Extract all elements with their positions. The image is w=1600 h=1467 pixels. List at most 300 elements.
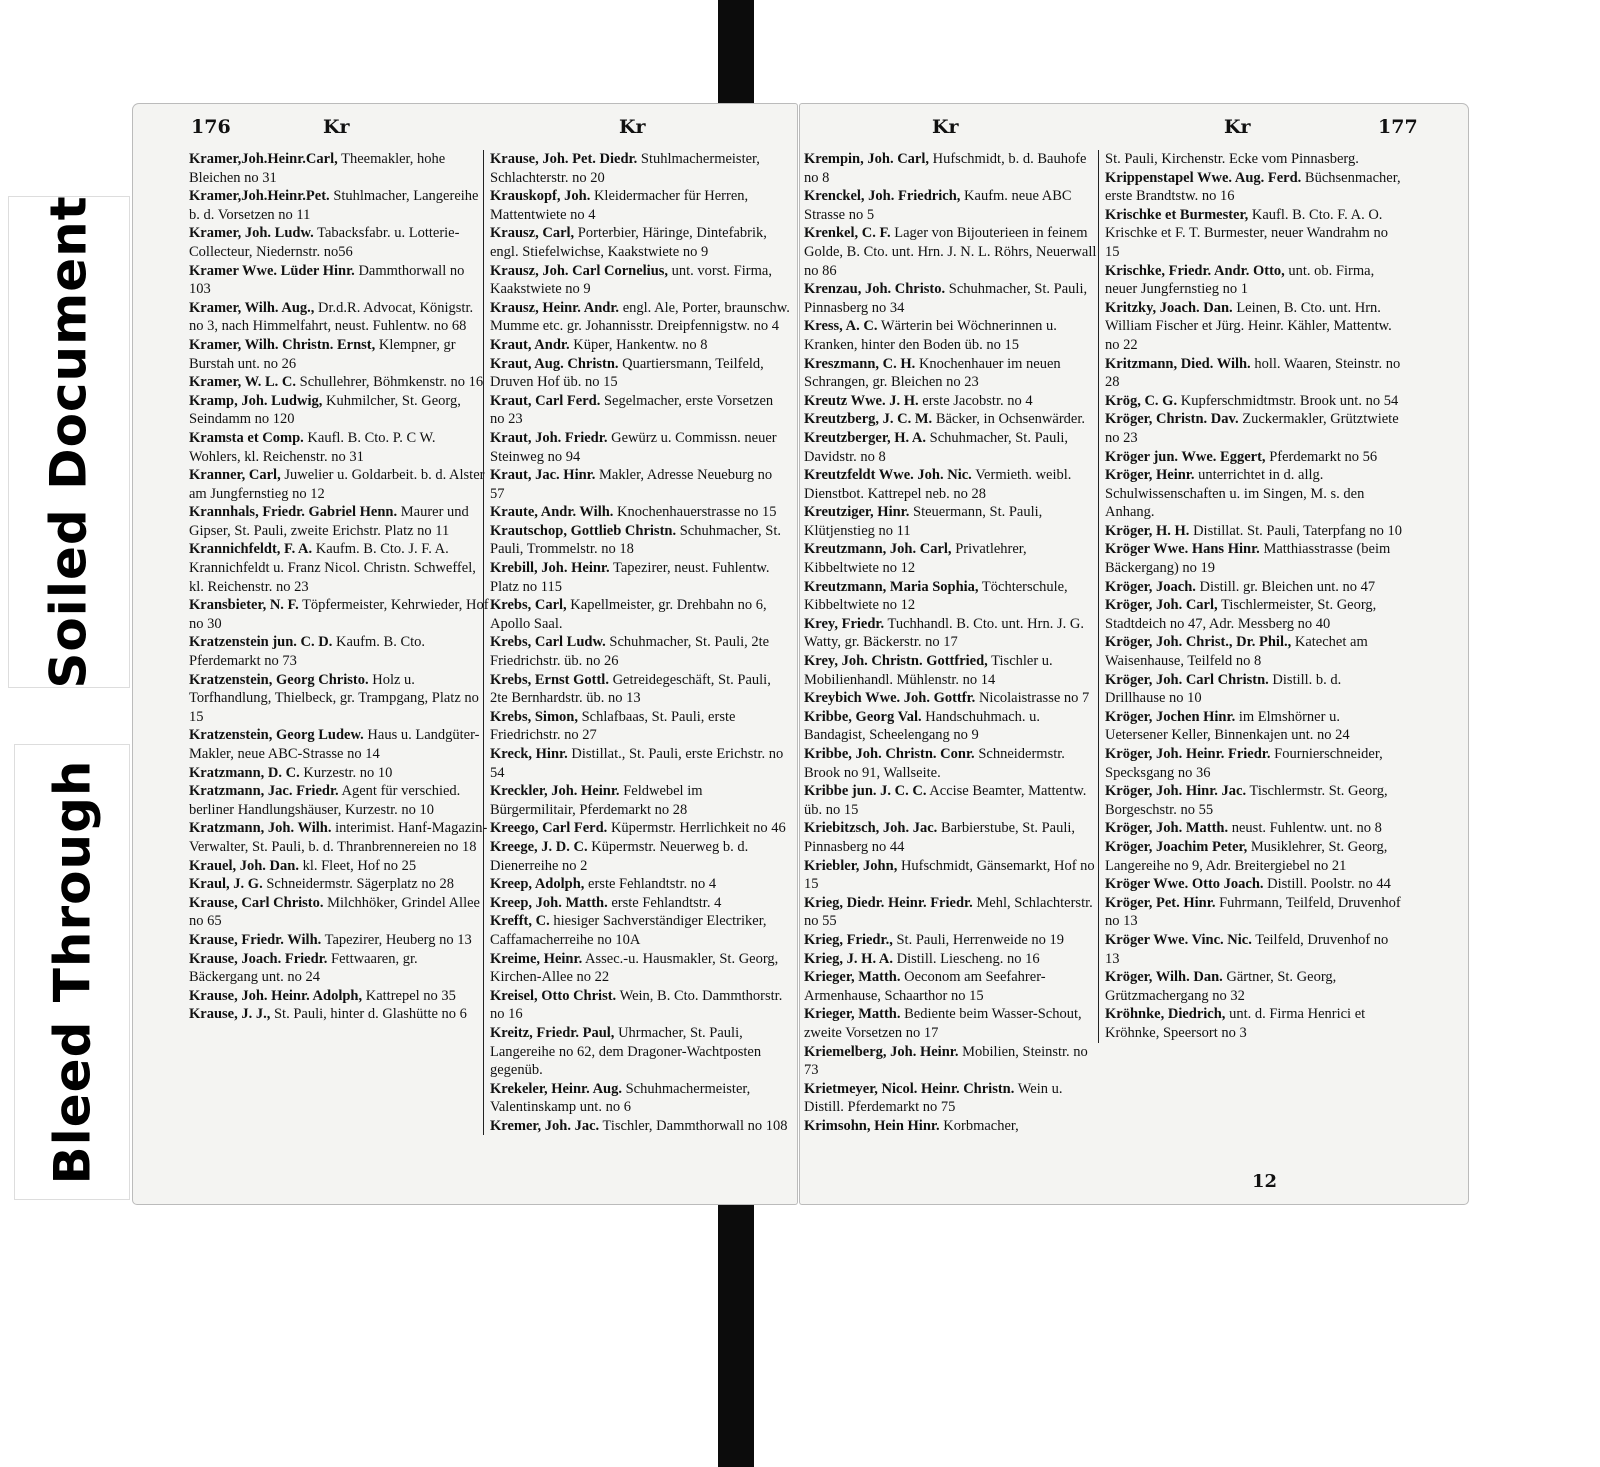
- entry-name: Kröger, Heinr.: [1105, 467, 1195, 484]
- entry-detail: Getreidegeschäft, St. Pauli, 2te Bernhardstr. üb. no 13: [490, 671, 771, 707]
- entry-name: Krischke et Burmester,: [1105, 206, 1249, 223]
- directory-entry: [1105, 838, 1405, 875]
- entry-name: Kröger, Joh. Carl,: [1105, 597, 1218, 614]
- entry-detail: Schneidermstr. Brook no 91, Wallseite.: [804, 746, 1065, 781]
- directory-entry: [1105, 466, 1405, 522]
- entry-detail: Dr.d.R. Advocat, Königstr. no 3, nach Himmelfahrt, neust. Fuhlentw. no 68: [189, 299, 474, 335]
- directory-entry: [189, 1005, 489, 1024]
- entry-name: Kribbe, Joh. Christn. Conr.: [804, 746, 975, 762]
- entry-detail: Privatlehrer, Kibbeltwiete no 12: [804, 541, 1027, 577]
- directory-entry: [804, 968, 1104, 1005]
- directory-entry: [490, 262, 790, 299]
- entry-name: Kratzenstein, Georg Christo.: [189, 671, 369, 688]
- entry-detail: Distillat., St. Pauli, erste Erichstr. no 54: [490, 746, 784, 781]
- left-page-header: [133, 116, 797, 146]
- entry-detail: erste Fehlandtstr. no 4: [588, 876, 717, 893]
- directory-entry: [189, 466, 489, 503]
- directory-entry: [804, 187, 1104, 224]
- directory-entry: [1105, 169, 1405, 206]
- entry-detail: Makler, Adresse Neueburg no 57: [490, 467, 773, 502]
- directory-entry: [804, 931, 1104, 950]
- directory-entry: [1105, 894, 1405, 931]
- directory-entry: [1105, 150, 1405, 169]
- directory-entry: [189, 819, 489, 856]
- entry-name: Kritzky, Joach. Dan.: [1105, 299, 1233, 316]
- entry-detail: Hufschmidt, b. d. Bauhofe no 8: [804, 151, 1087, 186]
- entry-detail: Kaufm. B. Cto. J. F. A. Krannichfeldt u. Franz Nicol. Christn. Schweffel, kl. Reichenstr. no 23: [189, 541, 476, 595]
- entry-name: Kramer, Wilh. Aug.,: [189, 299, 315, 316]
- entry-name: Krause, Carl Christo.: [189, 894, 324, 911]
- directory-entry: [1105, 819, 1405, 838]
- entry-detail: Schullehrer, Böhmkenstr. no 16: [299, 374, 484, 391]
- directory-entry: [804, 280, 1104, 317]
- entry-detail: kl. Fleet, Hof no 25: [302, 857, 417, 874]
- entry-detail: Porterbier, Häringe, Dintefabrik, engl. Stiefelwichse, Kaakstwiete no 9: [490, 225, 767, 260]
- entry-detail: Distill. b. d. Drillhause no 10: [1105, 671, 1342, 707]
- directory-entry: [490, 1024, 790, 1080]
- entry-detail: Bediente beim Wasser-Schout, zweite Vorsetzen no 17: [804, 1006, 1082, 1041]
- entry-name: Krause, Joach. Friedr.: [189, 950, 328, 967]
- directory-entry: [490, 894, 790, 913]
- directory-column: [1098, 150, 1405, 1043]
- entry-name: Kreck, Hinr.: [490, 746, 568, 762]
- entry-detail: Hufschmidt, Gänsemarkt, Hof no 15: [804, 857, 1095, 893]
- entry-detail: Knochenhauer im neuen Schrangen, gr. Bleichen no 23: [804, 355, 1061, 391]
- entry-name: Kritzmann, Died. Wilh.: [1105, 355, 1251, 372]
- directory-entry: [1105, 522, 1405, 541]
- directory-entry: [490, 912, 790, 949]
- directory-entry: [189, 950, 489, 987]
- entry-detail: Gewürz u. Commissn. neuer Steinweg no 94: [490, 429, 777, 465]
- directory-entry: [804, 355, 1104, 392]
- entry-detail: holl. Waaren, Steinstr. no 28: [1105, 355, 1401, 391]
- directory-entry: [490, 429, 790, 466]
- entry-detail: Distill. Poolstr. no 44: [1267, 876, 1391, 893]
- entry-detail: Nicolaistrasse no 7: [978, 690, 1090, 707]
- directory-entry: [804, 392, 1104, 411]
- entry-name: Kröhnke, Diedrich,: [1105, 1006, 1226, 1023]
- entry-name: Krischke, Friedr. Andr. Otto,: [1105, 262, 1285, 279]
- entry-detail: Holz u. Torfhandlung, Thielbeck, gr. Trampgang, Platz no 15: [189, 671, 479, 725]
- entry-name: Krög, C. G.: [1105, 392, 1178, 409]
- directory-entry: [804, 894, 1104, 931]
- entry-name: Kröger, Joach.: [1105, 578, 1196, 595]
- directory-entry: [189, 633, 489, 670]
- entry-name: Kröger Wwe. Vinc. Nic.: [1105, 931, 1252, 948]
- entry-name: Kriebitzsch, Joh. Jac.: [804, 820, 938, 837]
- directory-entry: [1105, 540, 1405, 577]
- entry-name: Kratzmann, D. C.: [189, 764, 300, 781]
- directory-entry: [804, 615, 1104, 652]
- directory-entry: [189, 764, 489, 783]
- entry-name: Kriemelberg, Joh. Heinr.: [804, 1043, 959, 1060]
- directory-entry: [490, 1080, 790, 1117]
- entry-name: Kramer, W. L. C.: [189, 374, 297, 391]
- entry-detail: Kurzestr. no 10: [303, 764, 393, 781]
- left-page: [133, 104, 797, 1204]
- directory-entry: [490, 596, 790, 633]
- entry-name: Kreybich Wwe. Joh. Gottfr.: [804, 690, 976, 707]
- entry-detail: Distill. gr. Bleichen unt. no 47: [1199, 578, 1376, 595]
- directory-entry: [1105, 745, 1405, 782]
- entry-name: Krefft, C.: [490, 913, 550, 930]
- entry-name: Kraut, Aug. Christn.: [490, 355, 619, 372]
- entry-name: Krimsohn, Hein Hinr.: [804, 1117, 940, 1134]
- entry-detail: Wein, B. Cto. Dammthorstr. no 16: [490, 987, 783, 1023]
- entry-name: Kramsta et Comp.: [189, 429, 304, 446]
- entry-detail: Schuhmacher, St. Pauli, Davidstr. no 8: [804, 429, 1069, 465]
- entry-detail: Schuhmacher, St. Pauli, Pinnasberg no 34: [804, 281, 1088, 316]
- entry-detail: engl. Ale, Porter, braunschw. Mumme etc. gr. Johannisstr. Dreipfennigstw. no 4: [490, 299, 790, 335]
- entry-detail: Mobilien, Steinstr. no 73: [804, 1043, 1088, 1079]
- entry-detail: Küper, Hankentw. no 8: [573, 336, 708, 353]
- entry-name: Kröger, Joh. Heinr. Friedr.: [1105, 746, 1271, 762]
- entry-name: Krause, Joh. Pet. Diedr.: [490, 151, 638, 167]
- entry-detail: Agent für verschied. berliner Handlungshäuser, Kurzestr. no 10: [189, 783, 461, 818]
- entry-name: Kratzmann, Jac. Friedr.: [189, 783, 339, 800]
- directory-entry: [490, 355, 790, 392]
- directory-entry: [490, 950, 790, 987]
- entry-name: Krey, Friedr.: [804, 615, 885, 632]
- directory-entry: [189, 894, 489, 931]
- entry-detail: erste Fehlandtstr. 4: [611, 894, 722, 911]
- directory-entry: [1105, 392, 1405, 411]
- entry-detail: neust. Fuhlentw. unt. no 8: [1231, 820, 1382, 837]
- entry-detail: Segelmacher, erste Vorsetzen no 23: [490, 392, 774, 428]
- entry-name: Krauskopf, Joh.: [490, 188, 591, 205]
- entry-name: Kreep, Joh. Matth.: [490, 894, 608, 911]
- entry-name: Krauel, Joh. Dan.: [189, 857, 299, 874]
- soiled-document-text: Soiled Document: [40, 195, 99, 689]
- entry-detail: Handschuhmach. u. Bandagist, Scheelengang no 9: [804, 708, 1041, 744]
- entry-detail: unt. vorst. Firma, Kaakstwiete no 9: [490, 262, 772, 298]
- directory-entry: [189, 875, 489, 894]
- entry-detail: erste Jacobstr. no 4: [922, 392, 1033, 409]
- entry-detail: Tuchhandl. B. Cto. unt. Hrn. J. G. Watty, gr. Bäckerstr. no 17: [804, 615, 1084, 651]
- entry-detail: Kaufm. B. Cto. Pferdemarkt no 73: [189, 634, 426, 670]
- entry-name: Kröger Wwe. Otto Joach.: [1105, 876, 1264, 893]
- directory-entry: [804, 1005, 1104, 1042]
- entry-name: Kraut, Carl Ferd.: [490, 392, 601, 409]
- entry-name: Krannhals, Friedr. Gabriel Henn.: [189, 504, 398, 521]
- entry-detail: St. Pauli, Kirchenstr. Ecke vom Pinnasberg.: [1105, 151, 1359, 167]
- directory-entry: [804, 150, 1104, 187]
- directory-entry: [189, 150, 489, 187]
- entry-detail: Gärtner, St. Georg, Grützmachergang no 32: [1105, 969, 1337, 1004]
- directory-entry: [804, 1043, 1104, 1080]
- directory-entry: [490, 671, 790, 708]
- directory-entry: [804, 540, 1104, 577]
- entry-detail: Fuhrmann, Teilfeld, Druvenhof no 13: [1105, 894, 1401, 930]
- directory-entry: [804, 317, 1104, 354]
- directory-entry: [490, 987, 790, 1024]
- entry-detail: Küpermstr. Neuerweg b. d. Dienerreihe no 2: [490, 838, 749, 874]
- entry-detail: Accise Beamter, Mattentw. üb. no 15: [804, 783, 1087, 818]
- entry-detail: Schneidermstr. Sägerplatz no 28: [266, 876, 454, 893]
- entry-detail: Distillat. St. Pauli, Taterpfang no 10: [1193, 522, 1403, 539]
- entry-name: Krenkel, C. F.: [804, 225, 891, 242]
- entry-name: Kreego, Carl Ferd.: [490, 820, 608, 837]
- entry-detail: Vermieth. weibl. Dienstbot. Kattrepel neb. no 28: [804, 467, 1072, 502]
- entry-name: Kramer,Joh.Heinr.Pet.: [189, 188, 330, 205]
- entry-detail: Kattrepel no 35: [365, 987, 456, 1004]
- directory-entry: [490, 838, 790, 875]
- directory-entry: [189, 782, 489, 819]
- entry-detail: Kupferschmidtmstr. Brook unt. no 54: [1180, 392, 1399, 409]
- directory-entry: [1105, 448, 1405, 467]
- entry-name: Krippenstapel Wwe. Aug. Ferd.: [1105, 169, 1302, 186]
- entry-name: Krause, Joh. Heinr. Adolph,: [189, 987, 363, 1004]
- directory-entry: [490, 1117, 790, 1136]
- entry-detail: Schuhmacher, St. Pauli, Trommelstr. no 18: [490, 522, 782, 558]
- directory-column: [483, 150, 790, 1135]
- directory-entry: [490, 187, 790, 224]
- entry-name: Kreszmann, C. H.: [804, 355, 916, 372]
- directory-entry: [804, 429, 1104, 466]
- entry-name: Kranner, Carl,: [189, 467, 281, 484]
- directory-entry: [804, 410, 1104, 429]
- entry-name: Kreutzmann, Joh. Carl,: [804, 541, 952, 558]
- directory-entry: [490, 875, 790, 894]
- directory-entry: [1105, 931, 1405, 968]
- entry-name: Krekeler, Heinr. Aug.: [490, 1080, 622, 1097]
- entry-detail: Kaufm. neue ABC Strasse no 5: [804, 188, 1072, 223]
- directory-column: [189, 150, 489, 1024]
- entry-detail: Mehl, Schlachterstr. no 55: [804, 894, 1093, 930]
- signature-number: 12: [1252, 1171, 1278, 1192]
- entry-detail: Kaufl. B. Cto. P. C W. Wohlers, kl. Reichenstr. no 31: [189, 429, 436, 465]
- entry-name: Kreime, Heinr.: [490, 950, 583, 967]
- entry-name: Krausz, Heinr. Andr.: [490, 299, 620, 316]
- entry-name: Krebs, Ernst Gottl.: [490, 671, 609, 688]
- directory-entry: [1105, 968, 1405, 1005]
- entry-name: Krempin, Joh. Carl,: [804, 151, 929, 167]
- entry-name: Krieger, Matth.: [804, 969, 901, 986]
- entry-detail: Pferdemarkt no 56: [1269, 448, 1378, 465]
- entry-name: Krenckel, Joh. Friedrich,: [804, 188, 961, 205]
- directory-entry: [804, 224, 1104, 280]
- entry-detail: Stuhlmachermeister, Schlachterstr. no 20: [490, 151, 760, 186]
- bleed-through-label: [14, 744, 130, 1200]
- directory-entry: [189, 671, 489, 727]
- directory-entry: [804, 1117, 1104, 1136]
- entry-detail: Leinen, B. Cto. unt. Hrn. William Fischer et Jürg. Heinr. Kähler, Mattentw. no 22: [1105, 299, 1392, 353]
- directory-entry: [804, 745, 1104, 782]
- directory-entry: [1105, 875, 1405, 894]
- directory-entry: [1105, 578, 1405, 597]
- entry-detail: Bäcker, in Ochsenwärder.: [935, 411, 1086, 428]
- directory-entry: [189, 392, 489, 429]
- running-head-right: Kr: [1224, 116, 1251, 138]
- entry-detail: Kuhmilcher, St. Georg, Seindamm no 120: [189, 392, 461, 428]
- entry-name: Kröger, Christn. Dav.: [1105, 411, 1239, 428]
- running-head-left: Kr: [932, 116, 959, 138]
- entry-detail: Quartiersmann, Teilfeld, Druven Hof üb. no 15: [490, 355, 764, 391]
- entry-name: Kraut, Jac. Hinr.: [490, 467, 596, 484]
- entry-detail: Knochenhauerstrasse no 15: [617, 504, 777, 521]
- directory-entry: [189, 726, 489, 763]
- directory-entry: [804, 708, 1104, 745]
- directory-entry: [490, 708, 790, 745]
- directory-entry: [189, 429, 489, 466]
- directory-entry: [1105, 671, 1405, 708]
- entry-name: Krausz, Joh. Carl Cornelius,: [490, 262, 669, 279]
- directory-entry: [189, 596, 489, 633]
- entry-detail: Tischler u. Mobilienhandl. Mühlenstr. no 14: [804, 653, 1053, 688]
- entry-detail: Katechet am Waisenhause, Teilfeld no 8: [1105, 634, 1368, 670]
- directory-entry: [804, 689, 1104, 708]
- entry-detail: Schuhmacher, St. Pauli, 2te Friedrichstr. üb. no 26: [490, 634, 770, 670]
- entry-name: Kreutz Wwe. J. H.: [804, 392, 919, 409]
- entry-detail: Töpfermeister, Kehrwieder, Hof no 30: [189, 597, 489, 632]
- entry-detail: Küpermstr. Herrlichkeit no 46: [610, 820, 786, 837]
- directory-entry: [490, 633, 790, 670]
- entry-detail: Theemakler, hohe Bleichen no 31: [189, 151, 446, 186]
- directory-entry: [490, 559, 790, 596]
- directory-entry: [804, 578, 1104, 615]
- entry-name: Kreege, J. D. C.: [490, 838, 588, 855]
- entry-detail: Wärterin bei Wöchnerinnen u. Kranken, hinter den Boden üb. no 15: [804, 318, 1057, 353]
- entry-detail: Lager von Bijouterieen in feinem Golde, B. Cto. unt. Hrn. J. N. L. Röhrs, Neuerwall no 86: [804, 225, 1097, 279]
- entry-name: Kraut, Andr.: [490, 336, 570, 353]
- directory-entry: [804, 782, 1104, 819]
- entry-name: Kröger, Joh. Carl Christn.: [1105, 671, 1269, 688]
- entry-name: Krebs, Carl Ludw.: [490, 634, 606, 651]
- entry-name: Kreutzberger, H. A.: [804, 429, 927, 446]
- entry-name: Krieg, Diedr. Heinr. Friedr.: [804, 894, 973, 911]
- directory-entry: [804, 819, 1104, 856]
- entry-name: Krause, J. J.,: [189, 1006, 271, 1023]
- directory-entry: [1105, 782, 1405, 819]
- directory-entry: [490, 819, 790, 838]
- entry-name: Kraul, J. G.: [189, 876, 263, 893]
- entry-detail: Zuckermakler, Grütztwiete no 23: [1105, 411, 1399, 446]
- entry-name: Kransbieter, N. F.: [189, 597, 299, 614]
- directory-entry: [189, 857, 489, 876]
- entry-detail: Korbmacher,: [943, 1117, 1019, 1134]
- directory-entry: [1105, 410, 1405, 447]
- directory-entry: [490, 466, 790, 503]
- entry-detail: Schuhmachermeister, Valentinskamp unt. no 6: [490, 1080, 751, 1116]
- entry-detail: Haus u. Landgüter-Makler, neue ABC-Strasse no 14: [189, 727, 480, 762]
- entry-detail: Assec.-u. Hausmakler, St. Georg, Kirchen-Allee no 22: [490, 950, 779, 986]
- right-page: [800, 104, 1468, 1204]
- entry-name: Krautschop, Gottlieb Christn.: [490, 522, 677, 539]
- entry-name: Kraut, Joh. Friedr.: [490, 429, 608, 446]
- directory-entry: [1105, 355, 1405, 392]
- directory-entry: [490, 224, 790, 261]
- directory-entry: [189, 373, 489, 392]
- entry-detail: Oeconom am Seefahrer-Armenhause, Schaarthor no 15: [804, 969, 1046, 1004]
- entry-name: Krenzau, Joh. Christo.: [804, 281, 946, 298]
- entry-name: Kröger, Joh. Christ., Dr. Phil.,: [1105, 634, 1292, 651]
- directory-entry: [804, 652, 1104, 689]
- entry-name: Krebs, Carl,: [490, 597, 567, 614]
- directory-entry: [1105, 206, 1405, 262]
- directory-entry: [490, 782, 790, 819]
- entry-detail: Distill. Liescheng. no 16: [896, 950, 1040, 967]
- entry-detail: Schlafbaas, St. Pauli, erste Friedrichstr. no 27: [490, 708, 736, 744]
- entry-name: Kribbe, Georg Val.: [804, 708, 922, 725]
- entry-name: Kraute, Andr. Wilh.: [490, 504, 614, 521]
- entry-detail: Büchsenmacher, erste Brandtstw. no 16: [1105, 169, 1401, 205]
- entry-detail: unterrichtet in d. allg. Schulwissenschaften u. im Singen, M. s. den Anhang.: [1105, 467, 1365, 521]
- directory-entry: [1105, 1005, 1405, 1042]
- entry-name: Kreep, Adolph,: [490, 876, 585, 893]
- entry-name: Kress, A. C.: [804, 318, 878, 335]
- entry-detail: St. Pauli, hinter d. Glashütte no 6: [273, 1006, 467, 1023]
- entry-name: Kramer,Joh.Heinr.Carl,: [189, 151, 338, 167]
- entry-detail: Maurer und Gipser, St. Pauli, zweite Erichstr. Platz no 11: [189, 504, 469, 539]
- entry-detail: Kaufl. B. Cto. F. A. O. Krischke et F. T. Burmester, neuer Wandrahm no 15: [1105, 206, 1388, 260]
- directory-entry: [189, 503, 489, 540]
- entry-detail: St. Pauli, Herrenweide no 19: [896, 931, 1065, 948]
- directory-entry: [490, 522, 790, 559]
- entry-detail: Tischlermstr. St. Georg, Borgeschstr. no 55: [1105, 783, 1388, 818]
- directory-entry: [189, 262, 489, 299]
- directory-entry: [804, 950, 1104, 969]
- entry-detail: Matthiasstrasse (beim Bäckergang) no 19: [1105, 541, 1391, 577]
- entry-detail: Stuhlmacher, Langereihe b. d. Vorsetzen no 11: [189, 188, 479, 223]
- entry-name: Kratzenstein jun. C. D.: [189, 634, 333, 651]
- entry-detail: Kapellmeister, gr. Drehbahn no 6, Apollo Saal.: [490, 597, 767, 632]
- entry-name: Kröger, Wilh. Dan.: [1105, 969, 1223, 986]
- entry-detail: Uhrmacher, St. Pauli, Langereihe no 62, dem Dragoner-Wachtposten gegenüb.: [490, 1024, 762, 1079]
- directory-entry: [189, 336, 489, 373]
- running-head-left: Kr: [323, 116, 350, 138]
- bleed-through-text: Bleed Through: [43, 759, 101, 1185]
- directory-column: [804, 150, 1104, 1135]
- entry-detail: Töchterschule, Kibbeltwiete no 12: [804, 578, 1068, 614]
- directory-entry: [189, 299, 489, 336]
- entry-name: Kröger, Joh. Matth.: [1105, 820, 1229, 837]
- directory-entry: [804, 1080, 1104, 1117]
- entry-name: Krannichfeldt, F. A.: [189, 541, 313, 558]
- entry-detail: unt. d. Firma Henrici et Kröhnke, Speersort no 3: [1105, 1006, 1366, 1041]
- entry-name: Krieger, Matth.: [804, 1006, 901, 1023]
- entry-detail: Tabacksfabr. u. Lotterie-Collecteur, Niedernstr. no56: [189, 225, 460, 260]
- entry-detail: Musiklehrer, St. Georg, Langereihe no 9, Adr. Breitergiebel no 21: [1105, 838, 1388, 874]
- entry-name: Kremer, Joh. Jac.: [490, 1117, 600, 1134]
- directory-entry: [1105, 262, 1405, 299]
- page-number: 176: [191, 116, 231, 138]
- entry-name: Kribbe jun. J. C. C.: [804, 783, 927, 800]
- directory-entry: [189, 187, 489, 224]
- directory-entry: [189, 987, 489, 1006]
- directory-entry: [804, 503, 1104, 540]
- entry-detail: Barbierstube, St. Pauli, Pinnasberg no 44: [804, 820, 1076, 855]
- entry-name: Krause, Friedr. Wilh.: [189, 931, 322, 948]
- entry-detail: unt. ob. Firma, neuer Jungfernstieg no 1: [1105, 262, 1375, 298]
- entry-name: Kreutzmann, Maria Sophia,: [804, 578, 979, 595]
- directory-entry: [189, 540, 489, 596]
- entry-detail: Feldwebel im Bürgermilitair, Pferdemarkt no 28: [490, 783, 703, 818]
- entry-name: Kramer, Joh. Ludw.: [189, 225, 314, 242]
- right-page-header: [800, 116, 1468, 146]
- entry-name: Krey, Joh. Christn. Gottfried,: [804, 653, 988, 670]
- page-number: 177: [1378, 116, 1418, 138]
- directory-entry: [490, 392, 790, 429]
- entry-name: Kramer Wwe. Lüder Hinr.: [189, 262, 355, 279]
- entry-detail: Tapezirer, Heuberg no 13: [324, 931, 472, 948]
- entry-detail: Wein u. Distill. Pferdemarkt no 75: [804, 1080, 1063, 1116]
- entry-name: Kratzenstein, Georg Ludew.: [189, 727, 364, 744]
- directory-entry: [1105, 708, 1405, 745]
- entry-name: Kriebler, John,: [804, 857, 898, 874]
- entry-detail: Tapezirer, neust. Fuhlentw. Platz no 115: [490, 560, 770, 595]
- entry-name: Kreutzfeldt Wwe. Joh. Nic.: [804, 467, 972, 484]
- entry-name: Kröger jun. Wwe. Eggert,: [1105, 448, 1266, 465]
